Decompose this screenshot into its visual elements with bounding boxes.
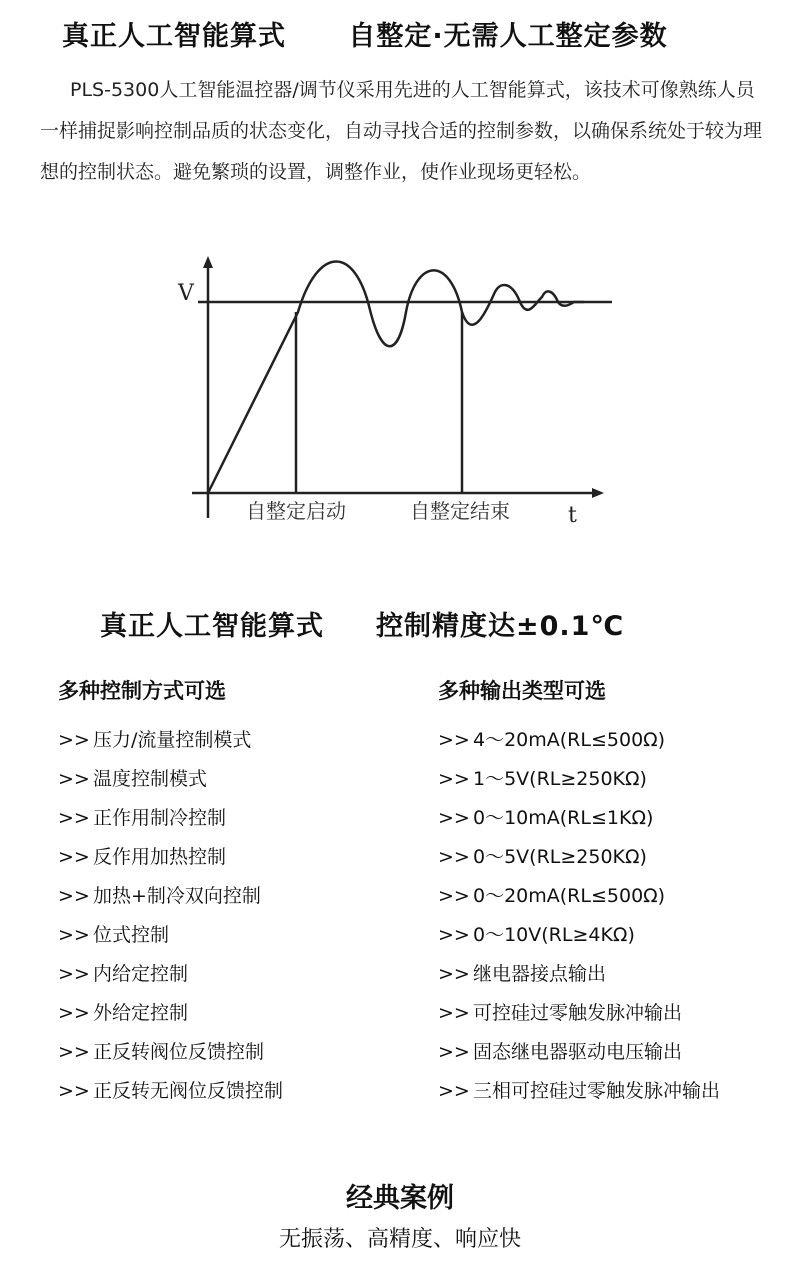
x-axis-label: t <box>568 503 577 528</box>
list-item: >> 加热+制冷双向控制 <box>58 885 261 907</box>
precision-title: 真正人工智能算式 控制精度达±0.1℃ <box>100 611 625 642</box>
list-item: >> 压力/流量控制模式 <box>58 729 252 751</box>
list-item: >> 正反转阀位反馈控制 <box>58 1041 265 1063</box>
output-types-section <box>438 675 720 1117</box>
start-label: 自整定启动 <box>246 499 346 523</box>
list-item: >> 反作用加热控制 <box>58 846 227 868</box>
list-item: >> 可控硅过零触发脉冲输出 <box>438 1002 683 1024</box>
list-item: >> 外给定控制 <box>58 1002 189 1024</box>
y-axis-arrow <box>203 256 213 268</box>
list-marker: >> <box>438 1080 470 1102</box>
page-title: 真正人工智能算式 自整定·无需人工整定参数 <box>62 21 668 52</box>
list-item: >> 正反转无阀位反馈控制 <box>58 1080 284 1102</box>
control-modes-list <box>58 727 283 1117</box>
list-marker: >> <box>58 729 90 751</box>
end-label: 自整定结束 <box>410 499 510 523</box>
list-item: >> 固态继电器驱动电压输出 <box>438 1041 683 1063</box>
list-item: >> 正作用制冷控制 <box>58 807 227 829</box>
list-item: >> 三相可控硅过零触发脉冲输出 <box>438 1080 721 1102</box>
list-marker: >> <box>58 885 90 907</box>
list-marker: >> <box>58 924 90 946</box>
autotune-diagram <box>160 250 630 540</box>
control-modes-title: 多种控制方式可选 <box>58 679 226 703</box>
list-marker: >> <box>438 963 470 985</box>
list-marker: >> <box>58 807 90 829</box>
list-item: >> 温度控制模式 <box>58 768 208 790</box>
list-marker: >> <box>58 768 90 790</box>
output-types-list <box>438 727 720 1117</box>
list-marker: >> <box>438 807 470 829</box>
list-item: >> 内给定控制 <box>58 963 189 985</box>
output-types-title: 多种输出类型可选 <box>438 679 606 703</box>
list-marker: >> <box>438 768 470 790</box>
x-axis-arrow <box>592 488 604 498</box>
list-marker: >> <box>58 963 90 985</box>
list-marker: >> <box>58 846 90 868</box>
case-subtitle: 无振荡、高精度、响应快 <box>278 1227 521 1252</box>
y-axis-label: V <box>178 281 194 306</box>
case-title: 经典案例 <box>346 1183 454 1214</box>
list-item: >> 0～20mA(RL≤500Ω) <box>438 885 666 907</box>
list-item: >> 1～5V(RL≥250KΩ) <box>438 768 647 790</box>
intro-text: PLS-5300人工智能温控器/调节仪采用先进的人工智能算式，该技术可像熟练人员一样捕捉影响控制品质的状态变化，自动寻找合适的控制参数，以确保系统处于较为理想的控制状态。避免繁琐的设置，调整作业，使作业现场更轻松。 <box>40 79 763 183</box>
list-marker: >> <box>438 885 470 907</box>
list-item: >> 继电器接点输出 <box>438 963 607 985</box>
list-item: >> 位式控制 <box>58 924 170 946</box>
list-marker: >> <box>438 846 470 868</box>
list-item: >> 0～5V(RL≥250KΩ) <box>438 846 647 868</box>
list-marker: >> <box>58 1080 90 1102</box>
list-marker: >> <box>58 1002 90 1024</box>
list-item: >> 0～10V(RL≥4KΩ) <box>438 924 635 946</box>
list-marker: >> <box>438 924 470 946</box>
list-marker: >> <box>438 1041 470 1063</box>
list-item: >> 0～10mA(RL≤1KΩ) <box>438 807 654 829</box>
list-marker: >> <box>438 729 470 751</box>
intro-paragraph <box>40 70 770 193</box>
list-item: >> 4～20mA(RL≤500Ω) <box>438 729 666 751</box>
control-modes-section <box>58 675 283 1117</box>
list-marker: >> <box>58 1041 90 1063</box>
list-marker: >> <box>438 1002 470 1024</box>
response-curve <box>208 261 584 493</box>
